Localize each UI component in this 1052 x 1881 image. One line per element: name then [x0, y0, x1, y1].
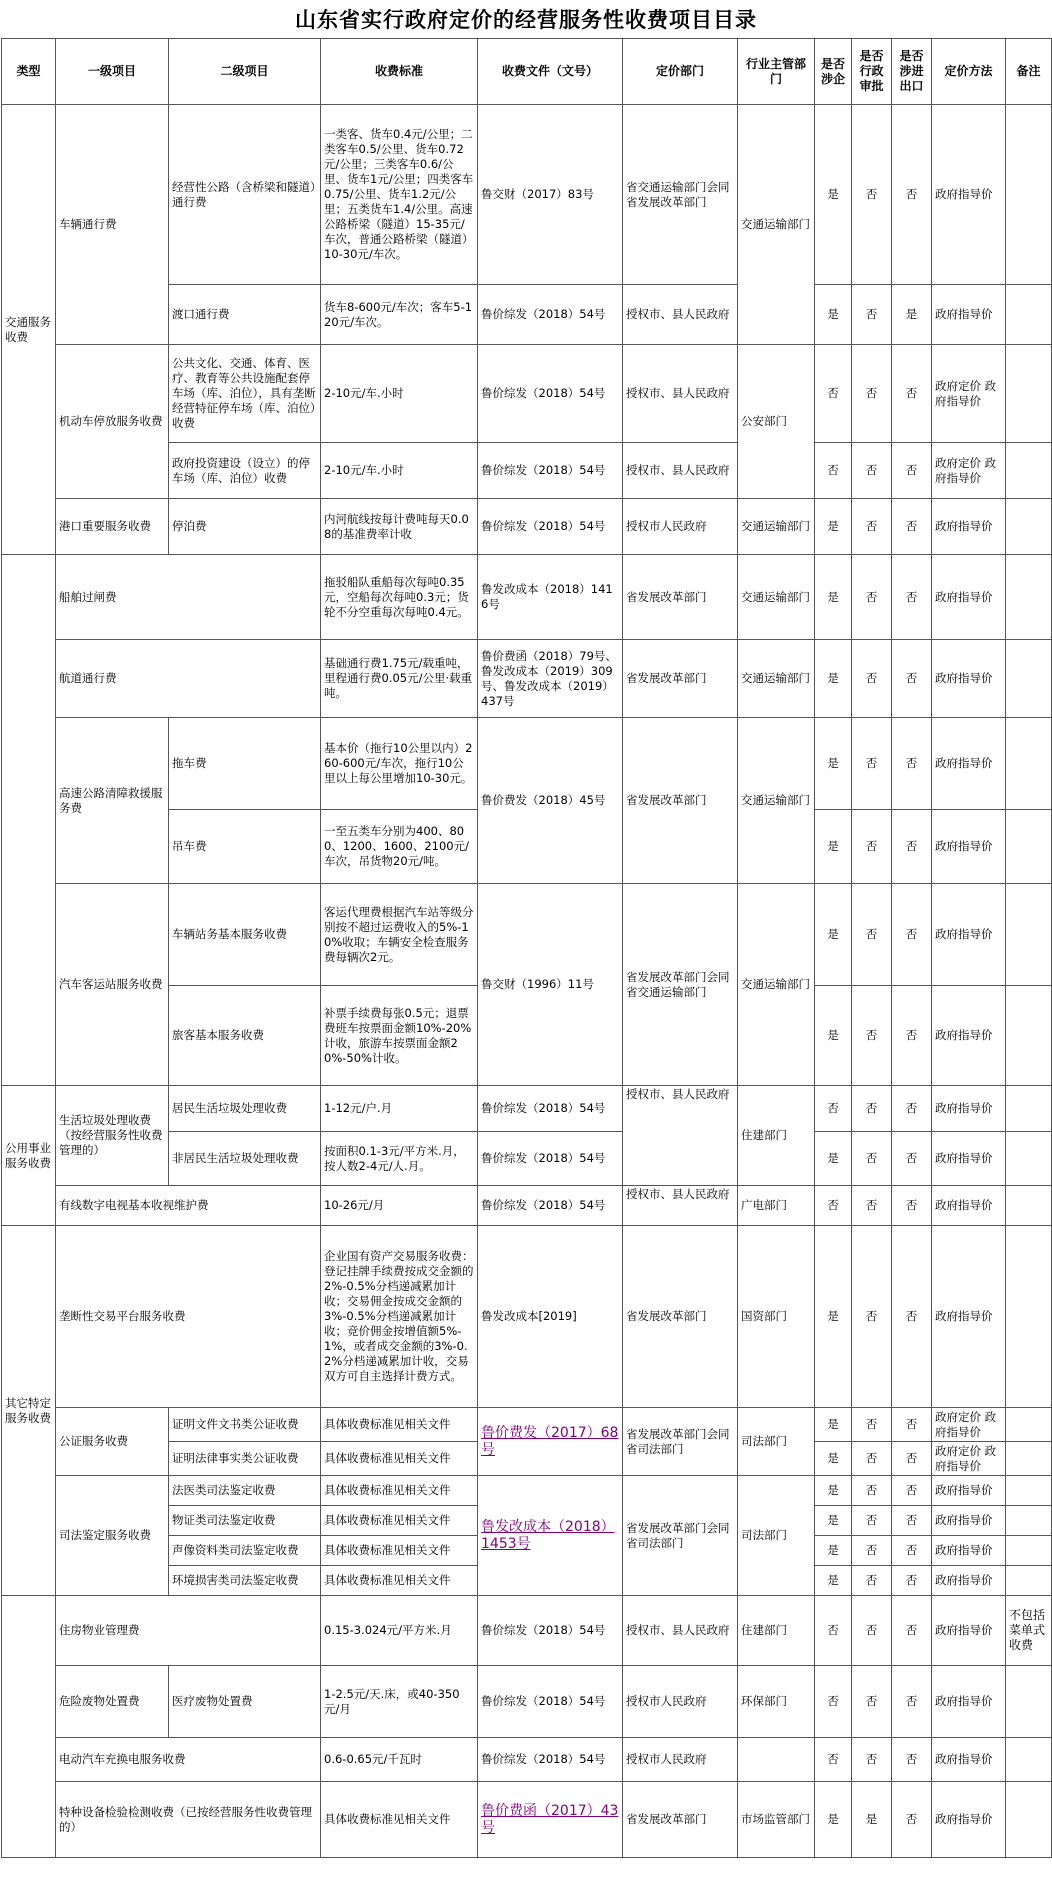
remark-cell [1006, 1086, 1052, 1132]
import-cell: 否 [892, 1666, 932, 1738]
document-cell: 鲁价综发（2018）54号 [478, 1738, 623, 1782]
enterprise-cell: 是 [815, 986, 852, 1086]
enterprise-cell: 是 [815, 1476, 852, 1506]
header-cell: 是否涉进出口 [892, 39, 932, 105]
remark-cell [1006, 1476, 1052, 1506]
approval-cell: 否 [852, 499, 892, 555]
level1-cell: 司法鉴定服务收费 [56, 1476, 169, 1596]
document-cell [478, 1782, 623, 1858]
document-cell: 鲁价费发（2018）45号 [478, 718, 623, 884]
approval-cell: 否 [852, 1186, 892, 1226]
method-cell: 政府指导价 [932, 1086, 1006, 1132]
document-cell [478, 1476, 623, 1596]
document-link[interactable]: 鲁发改成本（2018）1453号 [481, 1518, 615, 1552]
remark-cell [1006, 640, 1052, 718]
standard-cell: 货车8-600元/车次；客车5-120元/车次。 [321, 285, 478, 345]
enterprise-cell: 是 [815, 1782, 852, 1858]
method-cell: 政府指导价 [932, 105, 1006, 285]
document-cell: 鲁价综发（2018）54号 [478, 1086, 623, 1132]
industry-cell: 交通运输部门 [738, 499, 815, 555]
level1-cell: 高速公路清障救援服务费 [56, 718, 169, 884]
document-cell: 鲁价综发（2018）54号 [478, 345, 623, 443]
standard-cell: 按面积0.1-3元/平方米.月，按人数2-4元/人.月。 [321, 1132, 478, 1186]
remark-cell: 不包括菜单式收费 [1006, 1596, 1052, 1666]
document-link[interactable]: 鲁价费函（2017）43号 [481, 1802, 619, 1836]
approval-cell: 否 [852, 1596, 892, 1666]
level2-cell: 公共文化、交通、体育、医疗、教育等公共设施配套停车场（库、泊位），具有垄断经营特征停车场（库、泊位）收费 [169, 345, 321, 443]
enterprise-cell: 是 [815, 640, 852, 718]
remark-cell [1006, 443, 1052, 499]
document-cell: 鲁价综发（2018）54号 [478, 1596, 623, 1666]
industry-cell: 司法部门 [738, 1408, 815, 1476]
standard-cell: 企业国有资产交易服务收费：登记挂牌手续费按成交金额的2%-0.5%分档递减累加计收；交易佣金按成交金额的3%-0.5%分档递减累加计收；竞价佣金按增值额5%-1%，或者成交金额的3%-0.2%分档递减累加计收，交易双方可自主选择计费方式。 [321, 1226, 478, 1408]
import-cell: 是 [892, 285, 932, 345]
industry-cell: 公安部门 [738, 345, 815, 499]
level1-cell: 港口重要服务收费 [56, 499, 169, 555]
approval-cell: 否 [852, 718, 892, 810]
import-cell: 否 [892, 1738, 932, 1782]
approval-cell: 是 [852, 1782, 892, 1858]
standard-cell: 具体收费标准见相关文件 [321, 1506, 478, 1536]
import-cell: 否 [892, 105, 932, 285]
method-cell: 政府指导价 [932, 1666, 1006, 1738]
approval-cell: 否 [852, 1506, 892, 1536]
header-cell: 定价方法 [932, 39, 1006, 105]
method-cell: 政府定价 政府指导价 [932, 1408, 1006, 1442]
header-cell: 二级项目 [169, 39, 321, 105]
dept-cell: 授权市、县人民政府 [623, 443, 738, 499]
remark-cell [1006, 555, 1052, 640]
method-cell: 政府指导价 [932, 810, 1006, 884]
method-cell: 政府指导价 [932, 1226, 1006, 1408]
approval-cell: 否 [852, 555, 892, 640]
level2-cell: 经营性公路（含桥梁和隧道）通行费 [169, 105, 321, 285]
header-cell: 行业主管部门 [738, 39, 815, 105]
industry-cell: 司法部门 [738, 1476, 815, 1596]
remark-cell [1006, 986, 1052, 1086]
document-cell: 鲁交财（2017）83号 [478, 105, 623, 285]
import-cell: 否 [892, 1132, 932, 1186]
level1-cell: 住房物业管理费 [56, 1596, 321, 1666]
import-cell: 否 [892, 443, 932, 499]
document-cell [478, 1408, 623, 1476]
standard-cell: 2-10元/车.小时 [321, 443, 478, 499]
document-cell: 鲁价综发（2018）54号 [478, 499, 623, 555]
approval-cell: 否 [852, 105, 892, 285]
dept-cell: 授权市人民政府 [623, 1738, 738, 1782]
import-cell: 否 [892, 810, 932, 884]
method-cell: 政府指导价 [932, 718, 1006, 810]
remark-cell [1006, 1782, 1052, 1858]
enterprise-cell: 否 [815, 1596, 852, 1666]
standard-cell: 具体收费标准见相关文件 [321, 1566, 478, 1596]
method-cell: 政府指导价 [932, 1566, 1006, 1596]
approval-cell: 否 [852, 1738, 892, 1782]
dept-cell: 省发展改革部门 [623, 1782, 738, 1858]
level2-cell: 法医类司法鉴定收费 [169, 1476, 321, 1506]
remark-cell [1006, 1566, 1052, 1596]
level1-cell: 车辆通行费 [56, 105, 169, 345]
industry-cell: 住建部门 [738, 1596, 815, 1666]
method-cell: 政府指导价 [932, 884, 1006, 986]
level1-cell: 汽车客运站服务收费 [56, 884, 169, 1086]
enterprise-cell: 否 [815, 1186, 852, 1226]
method-cell: 政府指导价 [932, 1186, 1006, 1226]
import-cell: 否 [892, 884, 932, 986]
import-cell: 否 [892, 640, 932, 718]
remark-cell [1006, 285, 1052, 345]
table-row [2, 718, 1052, 810]
header-cell: 定价部门 [623, 39, 738, 105]
method-cell: 政府指导价 [932, 499, 1006, 555]
document-cell: 鲁发改成本[2019] [478, 1226, 623, 1408]
method-cell: 政府指导价 [932, 986, 1006, 1086]
header-cell: 一级项目 [56, 39, 169, 105]
level1-cell: 特种设备检验检测收费（已按经营服务性收费管理的） [56, 1782, 321, 1858]
document-cell: 鲁价综发（2018）54号 [478, 285, 623, 345]
dept-cell: 省交通运输部门会同省发展改革部门 [623, 105, 738, 285]
approval-cell: 否 [852, 1666, 892, 1738]
level1-cell: 生活垃圾处理收费（按经营服务性收费管理的） [56, 1086, 169, 1186]
industry-cell: 住建部门 [738, 1086, 815, 1186]
remark-cell [1006, 1408, 1052, 1442]
dept-cell: 省发展改革部门 [623, 555, 738, 640]
dept-cell: 省发展改革部门会同省司法部门 [623, 1408, 738, 1476]
remark-cell [1006, 345, 1052, 443]
enterprise-cell: 否 [815, 443, 852, 499]
level1-cell: 垄断性交易平台服务收费 [56, 1226, 321, 1408]
table-row [2, 1226, 1052, 1408]
level2-cell: 环境损害类司法鉴定收费 [169, 1566, 321, 1596]
enterprise-cell: 是 [815, 810, 852, 884]
standard-cell: 具体收费标准见相关文件 [321, 1408, 478, 1442]
remark-cell [1006, 499, 1052, 555]
table-row [2, 105, 1052, 285]
approval-cell: 否 [852, 810, 892, 884]
type-cell: 交通服务收费 [2, 105, 56, 555]
table-row [2, 499, 1052, 555]
standard-cell: 具体收费标准见相关文件 [321, 1442, 478, 1476]
method-cell: 政府定价 政府指导价 [932, 345, 1006, 443]
type-cell: 其它特定服务收费 [2, 1226, 56, 1596]
type-cell-empty [2, 555, 56, 1086]
enterprise-cell: 是 [815, 499, 852, 555]
table-row [2, 1186, 1052, 1226]
header-cell: 收费文件（文号） [478, 39, 623, 105]
standard-cell: 0.15-3.024元/平方米.月 [321, 1596, 478, 1666]
dept-cell: 省发展改革部门 [623, 640, 738, 718]
approval-cell: 否 [852, 443, 892, 499]
dept-cell: 授权市、县人民政府 [623, 1086, 738, 1186]
import-cell: 否 [892, 1186, 932, 1226]
industry-cell: 国资部门 [738, 1226, 815, 1408]
level1-cell: 电动汽车充换电服务收费 [56, 1738, 321, 1782]
level2-cell: 物证类司法鉴定收费 [169, 1506, 321, 1536]
import-cell: 否 [892, 555, 932, 640]
import-cell: 否 [892, 1782, 932, 1858]
enterprise-cell: 是 [815, 105, 852, 285]
level2-cell: 拖车费 [169, 718, 321, 810]
industry-cell: 广电部门 [738, 1186, 815, 1226]
remark-cell [1006, 718, 1052, 810]
method-cell: 政府定价 政府指导价 [932, 443, 1006, 499]
import-cell: 否 [892, 1408, 932, 1442]
remark-cell [1006, 1442, 1052, 1476]
fee-table [1, 38, 1052, 1858]
approval-cell: 否 [852, 1226, 892, 1408]
import-cell: 否 [892, 1506, 932, 1536]
method-cell: 政府定价 政府指导价 [932, 1442, 1006, 1476]
document-cell: 鲁价费函（2018）79号、鲁发改成本（2019）309号、鲁发改成本（2019）437号 [478, 640, 623, 718]
table-row [2, 345, 1052, 443]
approval-cell: 否 [852, 640, 892, 718]
standard-cell: 内河航线按每计费吨每天0.08的基准费率计收 [321, 499, 478, 555]
remark-cell [1006, 884, 1052, 986]
standard-cell: 具体收费标准见相关文件 [321, 1782, 478, 1858]
dept-cell: 省发展改革部门会同省交通运输部门 [623, 884, 738, 1086]
header-cell: 是否行政审批 [852, 39, 892, 105]
dept-cell: 省发展改革部门 [623, 718, 738, 884]
dept-cell: 授权市、县人民政府 [623, 345, 738, 443]
remark-cell [1006, 105, 1052, 285]
level2-cell: 渡口通行费 [169, 285, 321, 345]
dept-cell: 省发展改革部门会同省司法部门 [623, 1476, 738, 1596]
document-cell: 鲁价综发（2018）54号 [478, 1666, 623, 1738]
table-row [2, 1738, 1052, 1782]
table-row [2, 1476, 1052, 1506]
industry-cell: 交通运输部门 [738, 884, 815, 1086]
level2-cell: 非居民生活垃圾处理收费 [169, 1132, 321, 1186]
method-cell: 政府指导价 [932, 1506, 1006, 1536]
header-cell: 类型 [2, 39, 56, 105]
document-link[interactable]: 鲁价费发（2017）68号 [481, 1424, 619, 1458]
level2-cell: 医疗废物处置费 [169, 1666, 321, 1738]
enterprise-cell: 否 [815, 1738, 852, 1782]
dept-cell: 授权市人民政府 [623, 1666, 738, 1738]
standard-cell: 具体收费标准见相关文件 [321, 1476, 478, 1506]
standard-cell: 2-10元/车.小时 [321, 345, 478, 443]
enterprise-cell: 是 [815, 1536, 852, 1566]
level1-cell: 危险废物处置费 [56, 1666, 169, 1738]
level1-cell: 船舶过闸费 [56, 555, 321, 640]
standard-cell: 基本价（拖行10公里以内）260-600元/车次，拖行10公里以上每公里增加10-30元。 [321, 718, 478, 810]
approval-cell: 否 [852, 1408, 892, 1442]
industry-cell: 交通运输部门 [738, 555, 815, 640]
import-cell: 否 [892, 1442, 932, 1476]
table-row [2, 555, 1052, 640]
import-cell: 否 [892, 1086, 932, 1132]
remark-cell [1006, 1226, 1052, 1408]
document-cell: 鲁价综发（2018）54号 [478, 1186, 623, 1226]
dept-cell: 授权市人民政府 [623, 499, 738, 555]
method-cell: 政府指导价 [932, 1596, 1006, 1666]
header-cell: 收费标准 [321, 39, 478, 105]
enterprise-cell: 是 [815, 1132, 852, 1186]
industry-cell: 环保部门 [738, 1666, 815, 1738]
method-cell: 政府指导价 [932, 1132, 1006, 1186]
document-cell: 鲁价综发（2018）54号 [478, 1132, 623, 1186]
table-row [2, 884, 1052, 986]
dept-cell: 授权市、县人民政府 [623, 1596, 738, 1666]
remark-cell [1006, 1186, 1052, 1226]
remark-cell [1006, 810, 1052, 884]
industry-cell: 交通运输部门 [738, 718, 815, 884]
type-cell: 公用事业服务收费 [2, 1086, 56, 1226]
level2-cell: 政府投资建设（设立）的停车场（库、泊位）收费 [169, 443, 321, 499]
table-row [2, 1408, 1052, 1442]
standard-cell: 一类客、货车0.4元/公里；二类客车0.5/公里、货车0.72元/公里；三类客车0.6/公里、货车1元/公里；四类客车0.75/公里、货车1.2元/公里；五类货车1.4/公里。高速公路桥梁（隧道）15-35元/车次，普通公路桥梁（隧道）10-30元/车次。 [321, 105, 478, 285]
approval-cell: 否 [852, 1442, 892, 1476]
standard-cell: 一至五类车分别为400、800、1200、1600、2100元/车次，吊货物20元/吨。 [321, 810, 478, 884]
page-title: 山东省实行政府定价的经营服务性收费项目目录 [295, 7, 757, 32]
level2-cell: 居民生活垃圾处理收费 [169, 1086, 321, 1132]
import-cell: 否 [892, 1476, 932, 1506]
import-cell: 否 [892, 718, 932, 810]
standard-cell: 拖驳船队重船每次每吨0.35元，空船每次每吨0.3元；货轮不分空重每次每吨0.4元。 [321, 555, 478, 640]
industry-cell: 市场监管部门 [738, 1782, 815, 1858]
approval-cell: 否 [852, 345, 892, 443]
table-row [2, 640, 1052, 718]
dept-cell: 授权市、县人民政府 [623, 285, 738, 345]
enterprise-cell: 是 [815, 884, 852, 986]
enterprise-cell: 是 [815, 1566, 852, 1596]
enterprise-cell: 是 [815, 1226, 852, 1408]
enterprise-cell: 否 [815, 1086, 852, 1132]
remark-cell [1006, 1506, 1052, 1536]
table-row [2, 1666, 1052, 1738]
standard-cell: 具体收费标准见相关文件 [321, 1536, 478, 1566]
approval-cell: 否 [852, 1536, 892, 1566]
standard-cell: 1-2.5元/天.床，或40-350元/月 [321, 1666, 478, 1738]
method-cell: 政府指导价 [932, 1782, 1006, 1858]
level1-cell: 公证服务收费 [56, 1408, 169, 1476]
method-cell: 政府指导价 [932, 1536, 1006, 1566]
level2-cell: 证明法律事实类公证收费 [169, 1442, 321, 1476]
level2-cell: 旅客基本服务收费 [169, 986, 321, 1086]
level2-cell: 声像资料类司法鉴定收费 [169, 1536, 321, 1566]
enterprise-cell: 是 [815, 555, 852, 640]
method-cell: 政府指导价 [932, 285, 1006, 345]
standard-cell: 基础通行费1.75元/载重吨，里程通行费0.05元/公里·载重吨。 [321, 640, 478, 718]
level2-cell: 证明文件文书类公证收费 [169, 1408, 321, 1442]
approval-cell: 否 [852, 1476, 892, 1506]
industry-cell: 交通运输部门 [738, 105, 815, 345]
table-row [2, 1782, 1052, 1858]
import-cell: 否 [892, 986, 932, 1086]
remark-cell [1006, 1536, 1052, 1566]
approval-cell: 否 [852, 1132, 892, 1186]
level1-cell: 航道通行费 [56, 640, 321, 718]
table-row [2, 1596, 1052, 1666]
approval-cell: 否 [852, 1086, 892, 1132]
standard-cell: 补票手续费每张0.5元；退票费班车按票面金额10%-20%计收，旅游车按票面金额20%-50%计收。 [321, 986, 478, 1086]
dept-cell: 授权市、县人民政府 [623, 1186, 738, 1226]
level1-cell: 机动车停放服务收费 [56, 345, 169, 499]
industry-cell: 交通运输部门 [738, 640, 815, 718]
import-cell: 否 [892, 499, 932, 555]
standard-cell: 10-26元/月 [321, 1186, 478, 1226]
import-cell: 否 [892, 1536, 932, 1566]
level2-cell: 车辆站务基本服务收费 [169, 884, 321, 986]
enterprise-cell: 否 [815, 345, 852, 443]
level1-cell: 有线数字电视基本收视维护费 [56, 1186, 321, 1226]
enterprise-cell: 否 [815, 1666, 852, 1738]
approval-cell: 否 [852, 285, 892, 345]
standard-cell: 客运代理费根据汽车站等级分别按不超过运费收入的5%-10%收取；车辆安全检查服务费每辆次2元。 [321, 884, 478, 986]
document-cell: 鲁交财（1996）11号 [478, 884, 623, 1086]
header-cell: 备注 [1006, 39, 1052, 105]
method-cell: 政府指导价 [932, 640, 1006, 718]
dept-cell: 省发展改革部门 [623, 1226, 738, 1408]
remark-cell [1006, 1132, 1052, 1186]
import-cell: 否 [892, 1596, 932, 1666]
enterprise-cell: 是 [815, 718, 852, 810]
industry-cell [738, 1738, 815, 1782]
header-row [2, 39, 1052, 105]
method-cell: 政府指导价 [932, 555, 1006, 640]
method-cell: 政府指导价 [932, 1738, 1006, 1782]
import-cell: 否 [892, 1226, 932, 1408]
remark-cell [1006, 1666, 1052, 1738]
enterprise-cell: 是 [815, 1442, 852, 1476]
enterprise-cell: 是 [815, 1408, 852, 1442]
header-cell: 是否涉企 [815, 39, 852, 105]
table-row [2, 1086, 1052, 1132]
import-cell: 否 [892, 345, 932, 443]
level2-cell: 停泊费 [169, 499, 321, 555]
import-cell: 否 [892, 1566, 932, 1596]
level2-cell: 吊车费 [169, 810, 321, 884]
approval-cell: 否 [852, 986, 892, 1086]
enterprise-cell: 是 [815, 285, 852, 345]
remark-cell [1006, 1738, 1052, 1782]
document-cell: 鲁发改成本（2018）1416号 [478, 555, 623, 640]
type-cell-empty [2, 1596, 56, 1858]
enterprise-cell: 是 [815, 1506, 852, 1536]
method-cell: 政府指导价 [932, 1476, 1006, 1506]
standard-cell: 0.6-0.65元/千瓦时 [321, 1738, 478, 1782]
approval-cell: 否 [852, 884, 892, 986]
document-cell: 鲁价综发（2018）54号 [478, 443, 623, 499]
approval-cell: 否 [852, 1566, 892, 1596]
standard-cell: 1-12元/户.月 [321, 1086, 478, 1132]
